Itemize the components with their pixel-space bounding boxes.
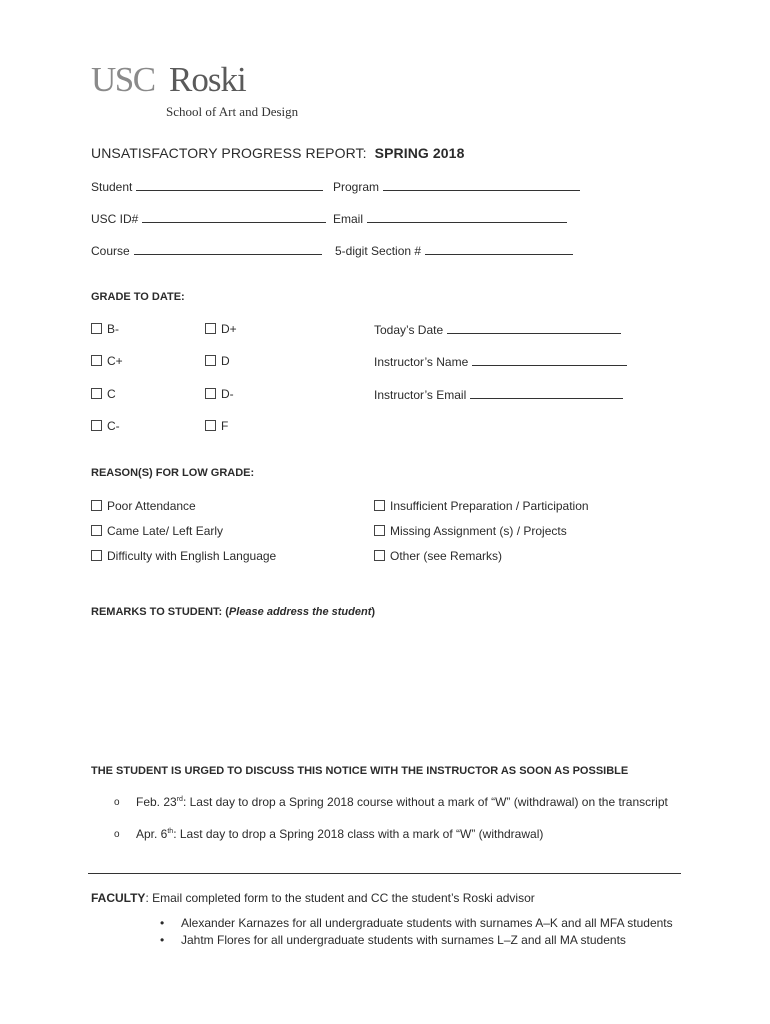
section-label: 5-digit Section #	[335, 244, 422, 258]
instructor-email-field[interactable]	[374, 387, 623, 402]
todays-date-field[interactable]	[374, 322, 621, 337]
reason-label: Poor Attendance	[107, 499, 196, 513]
grade-option[interactable]	[91, 322, 119, 336]
reason-option[interactable]	[91, 499, 196, 513]
reason-label: Other (see Remarks)	[390, 549, 503, 563]
deadline-item	[136, 827, 543, 841]
grade-label: D-	[221, 387, 234, 401]
checkbox-icon[interactable]	[205, 355, 216, 366]
reason-option[interactable]	[374, 524, 567, 538]
email-field[interactable]	[333, 211, 567, 226]
program-line[interactable]	[383, 179, 580, 191]
reason-label: Missing Assignment (s) / Projects	[390, 524, 567, 538]
checkbox-icon[interactable]	[91, 388, 102, 399]
grade-label: F	[221, 419, 229, 433]
circle-bullet-icon: o	[114, 829, 120, 840]
program-field[interactable]	[333, 179, 580, 194]
reasons-heading: REASON(S) FOR LOW GRADE:	[91, 467, 255, 479]
student-line[interactable]	[136, 179, 323, 191]
deadline-item	[136, 795, 668, 809]
checkbox-icon[interactable]	[91, 355, 102, 366]
usc-id-label: USC ID#	[91, 212, 139, 226]
grade-label: C+	[107, 354, 123, 368]
faculty-label: FACULTY	[91, 891, 146, 905]
checkbox-icon[interactable]	[91, 420, 102, 431]
grade-option[interactable]	[205, 322, 237, 336]
todays-date-line[interactable]	[447, 322, 621, 334]
checkbox-icon[interactable]	[205, 420, 216, 431]
todays-date-label: Today’s Date	[374, 323, 444, 337]
checkbox-icon[interactable]	[205, 323, 216, 334]
checkbox-icon[interactable]	[91, 323, 102, 334]
logo-subtitle: School of Art and Design	[166, 104, 299, 119]
urge-heading: THE STUDENT IS URGED TO DISCUSS THIS NOTICE WITH THE INSTRUCTOR AS SOON AS POSSIBLE	[91, 765, 629, 777]
title-main: UNSATISFACTORY PROGRESS REPORT:	[91, 145, 367, 161]
program-label: Program	[333, 180, 380, 194]
reason-option[interactable]	[374, 499, 589, 513]
email-line[interactable]	[367, 211, 567, 223]
reason-label: Difficulty with English Language	[107, 549, 277, 563]
grade-label: D	[221, 354, 230, 368]
instructor-name-field[interactable]	[374, 354, 627, 369]
checkbox-icon[interactable]	[374, 525, 385, 536]
checkbox-icon[interactable]	[91, 500, 102, 511]
checkbox-icon[interactable]	[205, 388, 216, 399]
instructor-email-label: Instructor’s Email	[374, 388, 467, 402]
checkbox-icon[interactable]	[91, 525, 102, 536]
deadline-text: : Last day to drop a Spring 2018 course without a mark of “W” (withdrawal) on the transcript	[182, 795, 668, 809]
reason-option[interactable]	[91, 549, 276, 563]
checkbox-icon[interactable]	[91, 550, 102, 561]
remarks-close: )	[371, 606, 376, 618]
circle-bullet-icon: o	[114, 797, 120, 808]
bullet-icon: •	[160, 916, 165, 930]
grade-label: C	[107, 387, 116, 401]
logo-usc: USC	[91, 60, 155, 99]
deadline-date: Apr. 6	[136, 827, 168, 841]
grade-option[interactable]	[205, 387, 234, 401]
deadline-sup: th	[167, 828, 174, 835]
remarks-heading	[91, 606, 375, 618]
deadline-date: Feb. 23	[136, 795, 177, 809]
remarks-label: REMARKS TO STUDENT: (	[91, 606, 229, 618]
reason-label: Came Late/ Left Early	[107, 524, 224, 538]
deadline-sup: rd	[176, 796, 183, 803]
grade-option[interactable]	[205, 419, 228, 433]
grade-label: B-	[107, 322, 119, 336]
email-label: Email	[333, 212, 364, 226]
student-label: Student	[91, 180, 133, 194]
page-title	[91, 145, 464, 161]
grade-option[interactable]	[91, 354, 123, 368]
logo-roski: Roski	[169, 60, 246, 99]
course-field[interactable]	[91, 243, 322, 258]
grade-label: D+	[221, 322, 237, 336]
title-term: SPRING 2018	[374, 145, 465, 161]
list-item: Jahtm Flores for all undergraduate students with surnames L–Z and all MA students	[181, 933, 626, 947]
grade-heading: GRADE TO DATE:	[91, 291, 185, 303]
student-field[interactable]	[91, 179, 323, 194]
grade-option[interactable]	[205, 354, 230, 368]
instructor-name-line[interactable]	[472, 354, 627, 366]
list-item: Alexander Karnazes for all undergraduate students with surnames A–K and all MFA students	[181, 916, 673, 930]
reason-option[interactable]	[374, 549, 502, 563]
checkbox-icon[interactable]	[374, 500, 385, 511]
remarks-emphasis: Please address the student	[228, 606, 372, 618]
instructor-email-line[interactable]	[470, 387, 623, 399]
reason-option[interactable]	[91, 524, 223, 538]
section-line[interactable]	[425, 243, 573, 255]
grade-option[interactable]	[91, 387, 116, 401]
section-field[interactable]	[335, 243, 573, 258]
instructor-name-label: Instructor’s Name	[374, 355, 469, 369]
usc-id-field[interactable]	[91, 211, 326, 226]
grade-label: C-	[107, 419, 120, 433]
grade-option[interactable]	[91, 419, 120, 433]
usc-id-line[interactable]	[142, 211, 326, 223]
deadline-text: : Last day to drop a Spring 2018 class with a mark of “W” (withdrawal)	[173, 827, 544, 841]
course-line[interactable]	[134, 243, 322, 255]
divider	[88, 873, 681, 874]
checkbox-icon[interactable]	[374, 550, 385, 561]
faculty-instructions	[91, 891, 535, 905]
bullet-icon: •	[160, 933, 165, 947]
course-label: Course	[91, 244, 130, 258]
reason-label: Insufficient Preparation / Participation	[390, 499, 589, 513]
faculty-text: : Email completed form to the student and CC the student’s Roski advisor	[145, 891, 535, 905]
